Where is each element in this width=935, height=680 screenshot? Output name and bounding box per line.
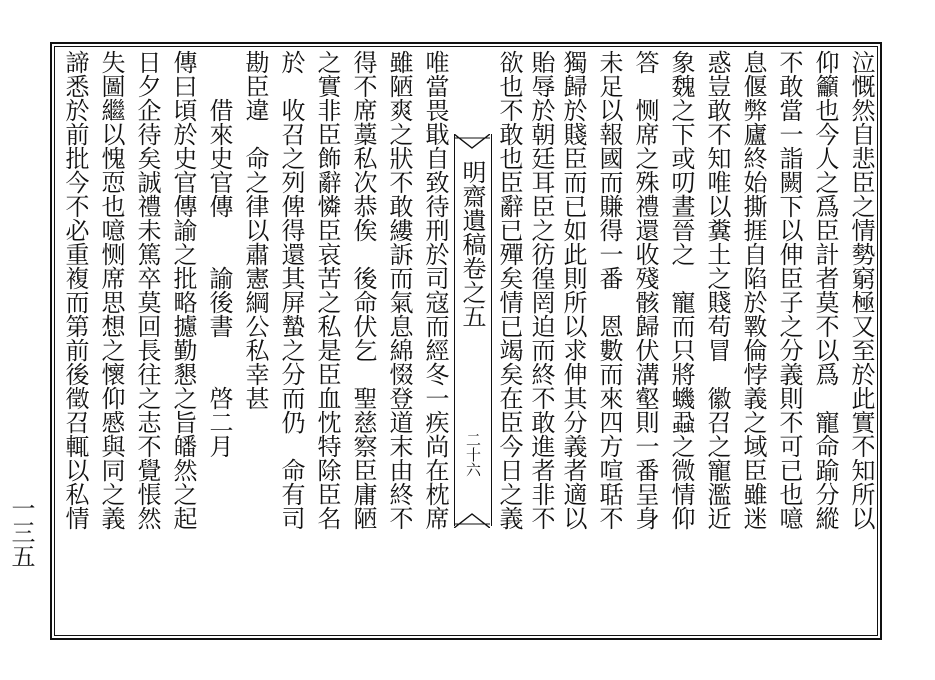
folio-number: 二十六	[464, 432, 482, 477]
fishtail-bottom-icon	[454, 508, 490, 528]
fishtail-top-icon	[454, 134, 490, 154]
text-column: 惑豈敢不知唯以糞土之賤苟冒 徽召之寵濫近	[703, 50, 731, 530]
text-column: 仰籲也今人之爲臣計者莫不以爲 寵命踰分縱	[811, 50, 839, 530]
text-column: 於 收召之列俾得還其屏蟄之分而仍 命有司	[277, 50, 305, 530]
text-column: 泣慨然自悲臣之情勢窮極又至於此實不知所以	[847, 50, 875, 530]
text-column: 唯當畏戢自致待刑於司寇而經冬一疾尚在枕席	[421, 50, 449, 530]
text-column: 象魏之下或叨晝晉之 寵而只將蟣蝨之微情仰	[667, 50, 695, 530]
text-column: 日夕企待矣誠禮未篤卒莫回長往之志不覺悵然	[133, 50, 161, 530]
text-column: 息偃弊廬終始撕捱自陷於斁倫悖義之域臣雖迷	[739, 50, 767, 530]
page-number: 一三五	[7, 496, 35, 568]
text-column: 雖陋爽之狀不敢縷訴而氣息綿惙登道末由終不	[385, 50, 413, 530]
text-column: 未足以報國而賺得一番 恩數而來四方喧聒不	[595, 50, 623, 530]
text-column: 不敢當一詣闕下以伸臣子之分義則不可已也噫	[775, 50, 803, 530]
volume-title: 明齋遺稿卷之五	[458, 160, 486, 328]
text-column: 失圖繼以愧恧也噫恻席思想之懷仰慼與同之義	[97, 50, 125, 530]
text-column: 得不席藁私次恭俟 後命伏乞 聖慈察臣庸陋	[349, 50, 377, 530]
text-column: 諦悉於前批今不必重複而第前後徵召輒以私情	[61, 50, 89, 530]
text-column: 獨歸於賤臣而已如此則所以求伸其分義者適以	[559, 50, 587, 530]
text-column: 答 恻席之殊禮還收殘骸歸伏溝壑則一番呈身	[631, 50, 659, 530]
text-column: 欲也不敢也臣辭已殫矣情已竭矣在臣今日之義	[495, 50, 523, 530]
text-column: 勘臣違 命之律以肅憲綱公私幸甚	[241, 50, 269, 410]
text-column: 之實非臣飾辭憐臣哀苦之私是臣血忱特除臣名	[313, 50, 341, 530]
text-column: 貽辱於朝廷耳臣之彷徨罔迫而終不敢進者非不	[527, 50, 555, 530]
text-column-heading: 借來史官傳 諭後書 啓二月	[205, 50, 233, 458]
text-column: 傳曰頃於史官傳諭之批略攄勤懇之旨皤然之起	[169, 50, 197, 530]
